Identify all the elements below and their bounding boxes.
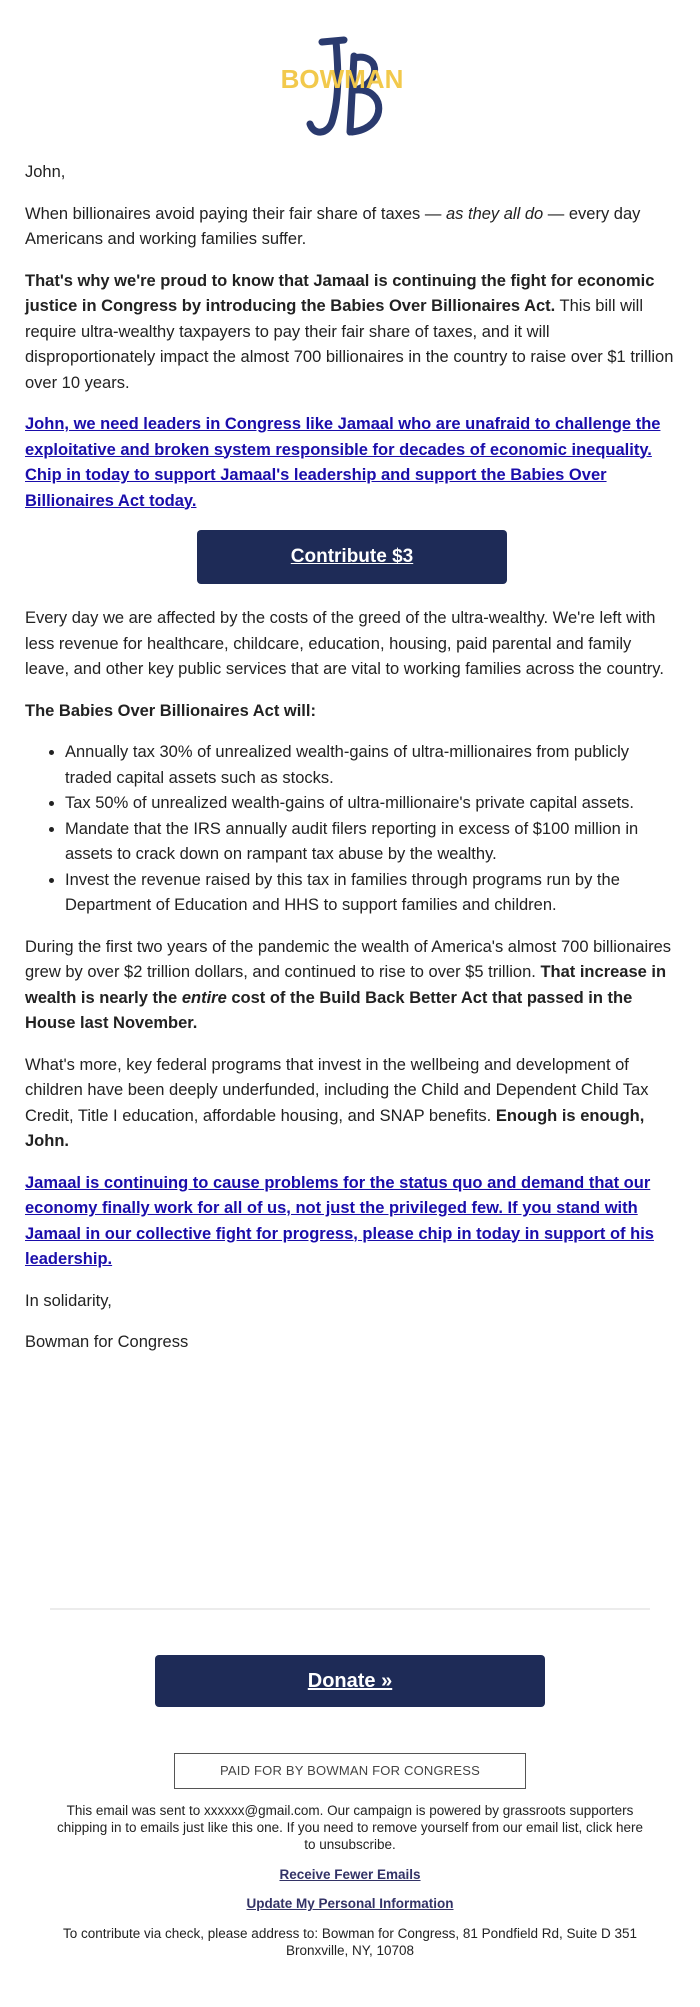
update-personal-info-link[interactable]: Update My Personal Information (246, 1896, 454, 1911)
paragraph-act-intro: That's why we're proud to know that Jamaal is continuing the fight for economic justice in Congress by introducing the Babies Over Billionaires Act. This bill will require ultra-wealthy taxpayers to pay their fair share of taxes, and it will disproportionately impact the almost 700 billionaires in the country to raise over $1 trillion over 10 years. (25, 271, 674, 392)
closing: In solidarity, (25, 1291, 112, 1310)
paragraph-underfunded: What's more, key federal programs that invest in the wellbeing and development of children have been deeply underfunded, including the Child and Dependent Child Tax Credit, Title I education, affordable housing, and SNAP benefits. Enough is enough, John. (25, 1055, 649, 1150)
contribute-button[interactable]: Contribute $3 (197, 530, 507, 584)
act-heading: The Babies Over Billionaires Act will: (25, 701, 316, 720)
chip-in-link[interactable]: John, we need leaders in Congress like Jamaal who are unafraid to challenge the exploitative and broken system responsible for decades of economic inequality. Chip in today to support Jamaal's leadership and support the Babies Over Billionaires Act today. (25, 415, 661, 510)
signature: Bowman for Congress (25, 1333, 189, 1351)
paragraph-pandemic-wealth: During the first two years of the pandemic the wealth of America's almost 700 billionaires grew by over $2 trillion dollars, and continued to rise to over $5 trillion. That increase in wealth is nearly the entire cost of the Build Back Better Act that passed in the House last November. (25, 937, 672, 1032)
bowman-logo (280, 36, 405, 144)
list-item: • Invest the revenue raised by this tax in families through programs run by the Department of Education and HHS to support families and children. (65, 868, 679, 919)
check-address-line-2: Bronxville, NY, 10708 (285, 1943, 415, 1958)
footer (0, 1655, 700, 1959)
act-provisions-list (25, 740, 679, 919)
check-address (40, 1925, 660, 1959)
receive-fewer-emails-link[interactable]: Receive Fewer Emails (279, 1867, 421, 1882)
paragraph-billionaires: When billionaires avoid paying their fair share of taxes — as they all do — every day Americans and working families suffer. (25, 204, 641, 248)
list-item: • Mandate that the IRS annually audit filers reporting in excess of $100 million in assets to crack down on rampant tax abuse by the wealthy. (65, 817, 679, 868)
support-leadership-link[interactable]: Jamaal is continuing to cause problems for the status quo and demand that our economy finally work for all of us, not just the privileged few. If you stand with Jamaal in our collective fight for progress, please chip in today in support of his leadership. (25, 1173, 654, 1268)
email-body (25, 160, 679, 1372)
contribute-button-wrap (25, 530, 679, 584)
jb-monogram-icon (280, 36, 405, 144)
cta-link-paragraph (25, 412, 679, 514)
check-address-line-1: To contribute via check, please address to: Bowman for Congress, 81 Pondfield Rd, Suite D 351 (62, 1926, 638, 1941)
list-item: • Annually tax 30% of unrealized wealth-gains of ultra-millionaires from publicly traded capital assets such as stocks. (65, 740, 679, 791)
greeting: John, (25, 163, 66, 181)
paid-for-disclaimer: PAID FOR BY BOWMAN FOR CONGRESS (174, 1753, 526, 1789)
email-disclaimer: This email was sent to xxxxxx@gmail.com. Our campaign is powered by grassroots supporters chipping in to emails just like this one. If you need to remove yourself from our email list, click here to unsubscribe. (56, 1803, 643, 1852)
donate-button[interactable]: Donate » (155, 1655, 545, 1707)
logo-text: BOWMAN (280, 64, 404, 94)
paragraph-greed: Every day we are affected by the costs of the greed of the ultra-wealthy. We're left with less revenue for healthcare, childcare, education, housing, paid parental and family leave, and other key public services that are vital to working families across the country. (25, 609, 664, 678)
footer-divider (50, 1608, 650, 1610)
list-item: • Tax 50% of unrealized wealth-gains of ultra-millionaire's private capital assets. (65, 791, 679, 817)
cta-link-paragraph-2 (25, 1171, 679, 1273)
